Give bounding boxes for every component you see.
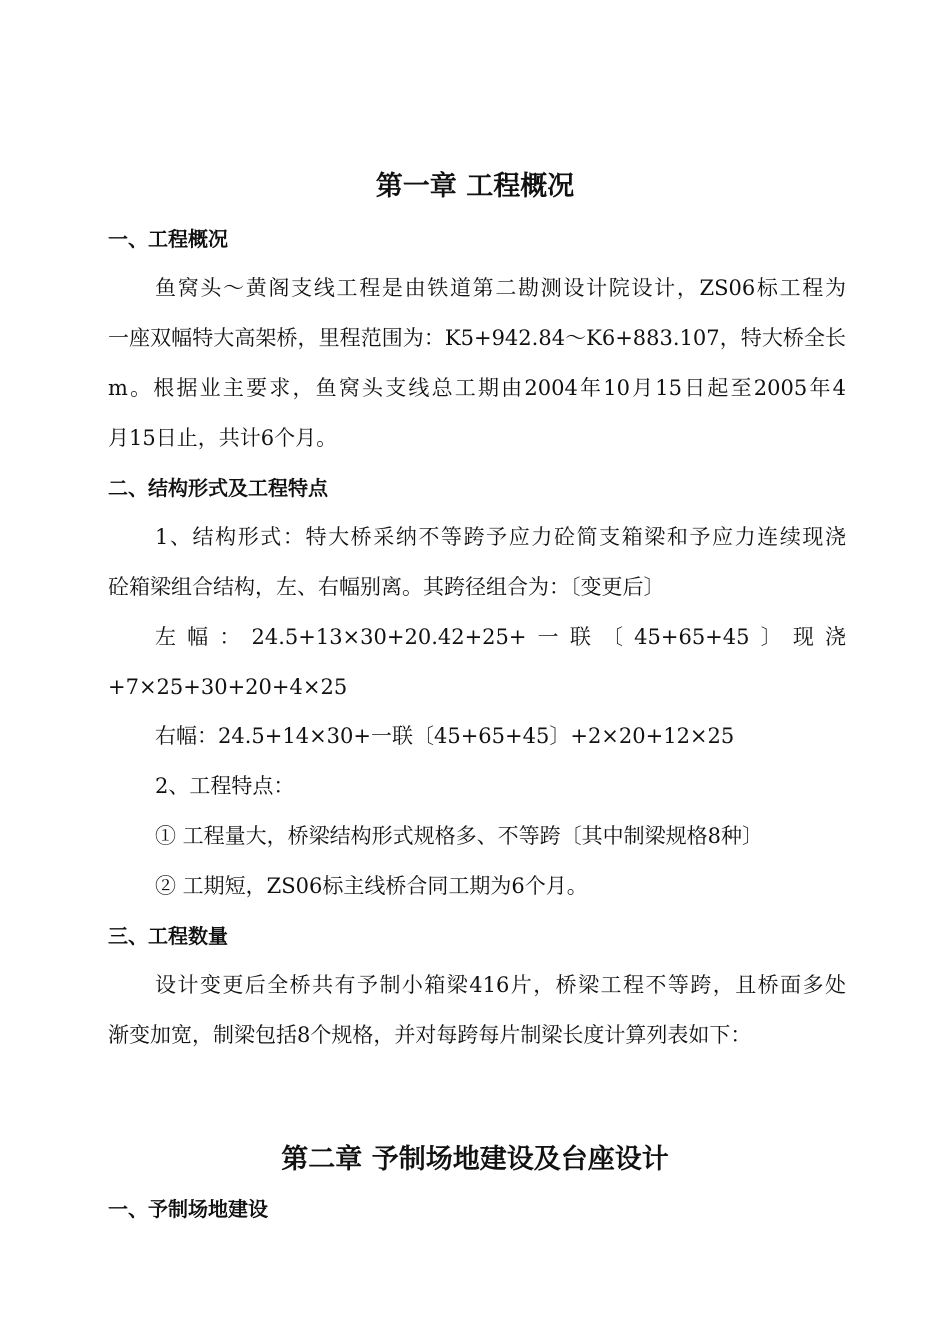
paragraph-line: 1、结构形式：特大桥采纳不等跨予应力砼简支箱梁和予应力连续现浇 bbox=[155, 525, 846, 549]
list-item: ① 工程量大，桥梁结构形式规格多、不等跨〔其中制梁规格8种〕 bbox=[155, 824, 764, 848]
paragraph-line: 一座双幅特大高架桥，里程范围为：K5+942.84～K6+883.107，特大桥全长 bbox=[108, 326, 846, 350]
paragraph-line: 设计变更后全桥共有予制小箱梁416片，桥梁工程不等跨，且桥面多处 bbox=[155, 973, 846, 997]
list-item: ② 工期短，ZS06标主线桥合同工期为6个月。 bbox=[155, 874, 588, 898]
paragraph-line: 右幅：24.5+14×30+一联〔45+65+45〕+2×20+12×25 bbox=[155, 724, 735, 748]
section-3-heading: 三、工程数量 bbox=[108, 924, 228, 948]
chapter-1-title: 第一章 工程概况 bbox=[375, 171, 575, 202]
paragraph-line: m。根据业主要求，鱼窝头支线总工期由2004年10月15日起至2005年4 bbox=[108, 376, 846, 400]
paragraph-line: +7×25+30+20+4×25 bbox=[108, 675, 348, 699]
paragraph-line: 砼箱梁组合结构，左、右幅别离。其跨径组合为：〔变更后〕 bbox=[108, 575, 665, 599]
paragraph-line: 月15日止，共计6个月。 bbox=[108, 426, 338, 450]
paragraph-line: 左幅：24.5+13×30+20.42+25+一联〔45+65+45〕现浇 bbox=[155, 625, 846, 649]
chapter-2-title: 第二章 予制场地建设及台座设计 bbox=[281, 1144, 669, 1175]
paragraph-line: 2、工程特点： bbox=[155, 774, 295, 798]
chapter-2-section-1-heading: 一、予制场地建设 bbox=[108, 1197, 268, 1221]
paragraph-line: 渐变加宽，制梁包括8个规格，并对每跨每片制梁长度计算列表如下： bbox=[108, 1023, 752, 1047]
section-2-heading: 二、结构形式及工程特点 bbox=[108, 476, 328, 500]
paragraph-line: 鱼窝头～黄阁支线工程是由铁道第二勘测设计院设计，ZS06标工程为 bbox=[155, 276, 846, 300]
section-1-heading: 一、工程概况 bbox=[108, 227, 228, 251]
